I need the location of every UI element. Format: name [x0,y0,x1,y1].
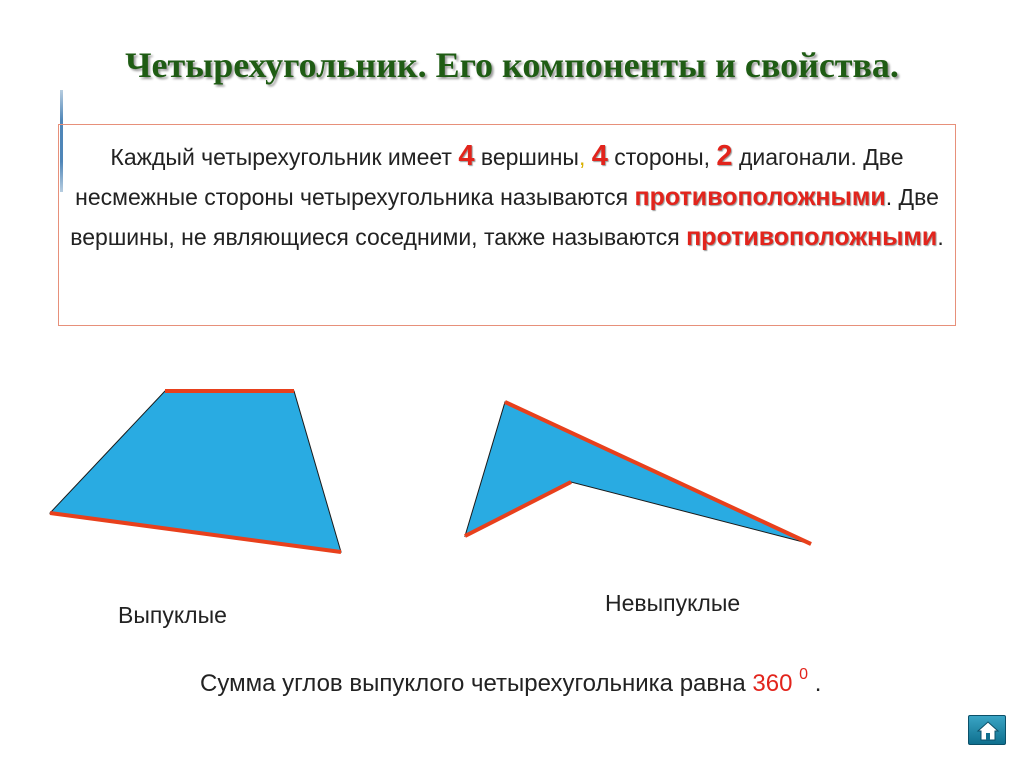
home-button[interactable] [968,715,1006,745]
angle-sum-statement [200,666,821,698]
nonconvex-quadrilateral [465,402,811,544]
word-sides: стороны, [607,144,717,170]
degree-superscript: 0 [799,666,809,683]
angle-sum-end: . [808,670,822,697]
angle-sum-value: 360 [752,670,793,697]
info-text-part1: Каждый четырехугольник имеет [110,144,459,170]
yellow-comma: , [578,144,586,170]
word-vertices: вершины [474,144,579,170]
num-sides: 4 [591,140,608,172]
num-vertices: 4 [458,140,475,172]
convex-label: Выпуклые [118,602,227,628]
info-text-part3: . Две вершины, не являющиеся соседними, также называются [70,184,939,250]
nonconvex-label: Невыпуклые [605,590,741,616]
info-text-part2: диагонали. Две несмежные стороны четырехугольника называются [75,144,904,210]
num-diagonals: 2 [716,140,733,172]
angle-sum-text: Сумма углов выпуклого четырехугольника равна [200,670,753,697]
home-icon [976,720,1000,742]
page-title: Четырехугольник. Его компоненты и свойства. [125,45,899,85]
convex-quadrilateral [50,391,341,552]
term-opposite-vertices: противоположными [686,223,938,251]
info-text-part4: . [937,224,944,250]
term-opposite-sides: противоположными [634,183,886,211]
